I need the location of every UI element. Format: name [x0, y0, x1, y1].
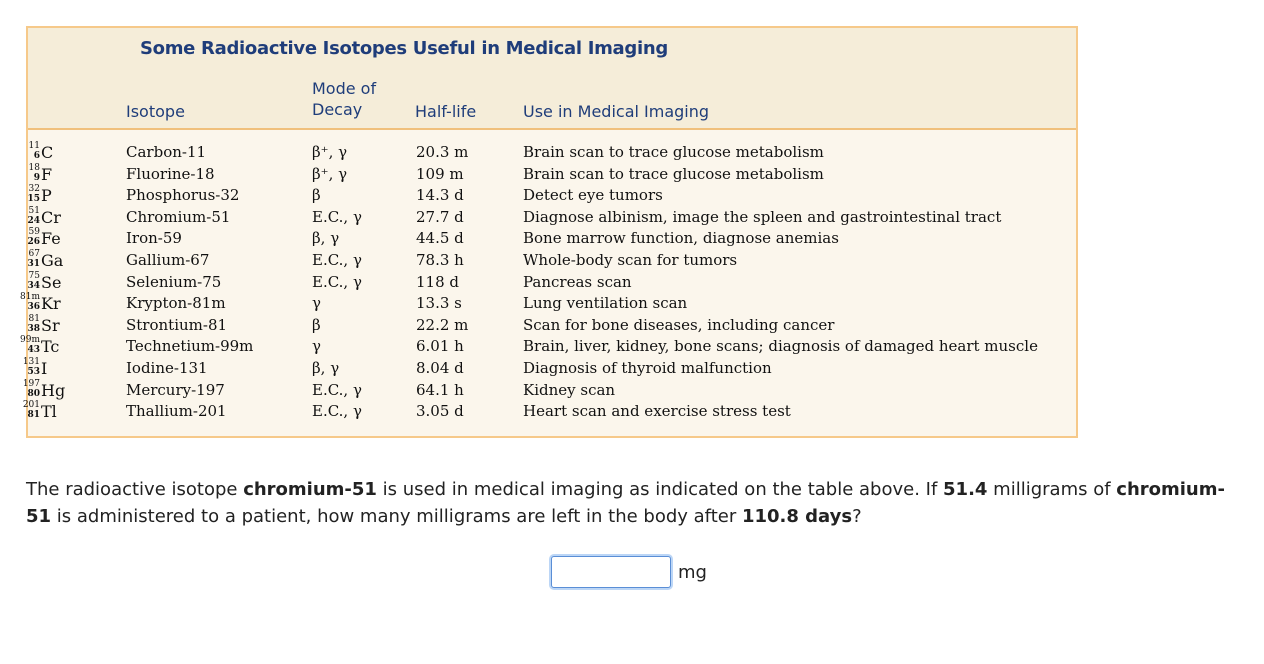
- answer-unit: mg: [678, 562, 707, 583]
- element-symbol: Sr: [41, 315, 60, 335]
- mass-number: 18: [28, 162, 40, 173]
- isotope-name: Phosphorus-32: [126, 186, 240, 205]
- atomic-number: 24: [27, 215, 40, 226]
- decay-mode: β: [312, 315, 321, 334]
- nuclide-numbers: [18, 250, 40, 270]
- table-row: [28, 228, 1076, 250]
- decay-mode: β⁺, γ: [312, 143, 348, 161]
- table-row: [28, 315, 1076, 337]
- half-life: 64.1 h: [416, 380, 464, 399]
- nuclide-numbers: [18, 164, 40, 184]
- element-symbol: Ga: [41, 251, 64, 270]
- element-symbol: Tc: [41, 337, 60, 357]
- nuclide-numbers: [18, 358, 40, 378]
- half-life: 20.3 m: [416, 143, 469, 161]
- mass-number: 131: [22, 357, 40, 367]
- decay-mode: β⁺, γ: [312, 164, 348, 183]
- header-mode: [312, 78, 376, 120]
- medical-use: Scan for bone diseases, including cancer: [523, 315, 835, 334]
- mass-number: 51: [28, 205, 40, 216]
- table-row: [28, 207, 1076, 229]
- medical-use: Heart scan and exercise stress test: [523, 402, 791, 421]
- decay-mode: E.C., γ: [312, 272, 362, 291]
- decay-mode: E.C., γ: [312, 402, 362, 421]
- table-row: [20, 335, 1076, 358]
- medical-use: Whole-body scan for tumors: [523, 251, 738, 269]
- header-mode-line1: Mode of: [312, 79, 377, 98]
- decay-mode: γ: [312, 337, 321, 356]
- isotope-name: Iodine-131: [126, 359, 208, 377]
- isotope-symbol: [18, 207, 98, 229]
- element-symbol: Kr: [41, 294, 61, 314]
- question-part: ?: [852, 506, 862, 527]
- question-part: is administered to a patient, how many milligrams are left in the body after: [51, 506, 742, 527]
- decay-mode: E.C., γ: [312, 380, 362, 399]
- isotope-name: Thallium-201: [126, 402, 227, 421]
- question-mass: 51.4: [943, 479, 988, 500]
- mass-number: 81m: [20, 292, 40, 303]
- question-part: is used in medical imaging as indicated on the table above. If: [376, 479, 944, 500]
- nuclide-numbers: [18, 315, 40, 335]
- mass-number: 197: [22, 378, 40, 389]
- table-row: [22, 357, 1076, 380]
- table-row: [22, 400, 1076, 423]
- isotope-symbol: [18, 336, 98, 358]
- question-part: milligrams of: [987, 479, 1117, 500]
- table-header: [28, 28, 1076, 130]
- half-life: 78.3 h: [416, 251, 464, 269]
- isotope-symbol: [18, 272, 98, 294]
- nuclide-numbers: [18, 401, 40, 421]
- question-isotope: chromium-51: [26, 479, 1225, 527]
- isotope-name: Gallium-67: [126, 251, 210, 269]
- isotope-symbol: [18, 164, 98, 186]
- medical-use: Pancreas scan: [523, 272, 632, 291]
- atomic-number: 34: [27, 280, 40, 291]
- nuclide-numbers: [18, 185, 40, 205]
- isotope-symbol: [18, 250, 98, 272]
- atomic-number: 53: [27, 367, 40, 377]
- decay-mode: E.C., γ: [312, 207, 362, 226]
- half-life: 44.5 d: [416, 229, 464, 248]
- question-isotope: chromium-51: [243, 479, 377, 500]
- question-part: The radioactive isotope: [26, 479, 244, 500]
- nuclide-numbers: [18, 380, 40, 400]
- isotope-name: Mercury-197: [126, 380, 225, 399]
- isotope-symbol: [18, 380, 98, 402]
- medical-use: Detect eye tumors: [523, 186, 663, 205]
- isotope-symbol: [18, 185, 98, 207]
- half-life: 118 d: [416, 272, 460, 291]
- medical-use: Diagnosis of thyroid malfunction: [523, 359, 772, 377]
- nuclide-numbers: [18, 207, 40, 227]
- atomic-number: 26: [27, 237, 40, 248]
- half-life: 8.04 d: [416, 359, 464, 377]
- table-row: [28, 250, 1076, 272]
- header-half-life: Half-life: [415, 102, 477, 121]
- element-symbol: Fe: [41, 229, 61, 249]
- half-life: 14.3 d: [416, 186, 464, 205]
- atomic-number: 43: [27, 345, 40, 356]
- half-life: 27.7 d: [416, 207, 464, 226]
- isotope-symbol: [18, 401, 98, 423]
- header-use: Use in Medical Imaging: [523, 102, 710, 121]
- atomic-number: 31: [27, 259, 40, 269]
- decay-mode: β: [312, 186, 321, 205]
- nuclide-numbers: [18, 336, 40, 356]
- medical-use: Brain scan to trace glucose metabolism: [523, 164, 824, 183]
- table-row: [28, 185, 1076, 207]
- element-symbol: Cr: [41, 207, 61, 227]
- mass-number: 32: [28, 184, 40, 195]
- table-row: [20, 292, 1076, 315]
- half-life: 13.3 s: [416, 294, 462, 313]
- isotope-name: Technetium-99m: [126, 337, 254, 356]
- element-symbol: C: [41, 143, 54, 162]
- element-symbol: Tl: [41, 402, 57, 422]
- table-row: [28, 272, 1076, 294]
- half-life: 6.01 h: [416, 337, 464, 356]
- mass-number: 99m: [20, 335, 40, 346]
- atomic-number: 81: [27, 410, 40, 421]
- table-row: [28, 142, 1076, 164]
- question-text: [26, 476, 1246, 530]
- atomic-number: 38: [27, 323, 40, 334]
- answer-input[interactable]: [551, 556, 671, 588]
- table-row: [22, 378, 1076, 402]
- half-life: 3.05 d: [416, 402, 464, 421]
- isotope-name: Selenium-75: [126, 272, 222, 291]
- table-title: Some Radioactive Isotopes Useful in Medical Imaging: [140, 38, 668, 59]
- mass-number: 11: [28, 141, 40, 151]
- element-symbol: I: [41, 359, 48, 378]
- isotope-symbol: [18, 358, 98, 380]
- mass-number: 201: [22, 400, 40, 411]
- isotope-symbol: [18, 293, 98, 315]
- nuclide-numbers: [18, 142, 40, 162]
- medical-use: Brain, liver, kidney, bone scans; diagnosis of damaged heart muscle: [523, 337, 1038, 356]
- nuclide-numbers: [18, 228, 40, 248]
- isotope-name: Fluorine-18: [126, 164, 215, 183]
- nuclide-numbers: [18, 272, 40, 292]
- header-mode-line2: Decay: [312, 100, 363, 119]
- medical-use: Brain scan to trace glucose metabolism: [523, 143, 824, 161]
- isotope-symbol: [18, 228, 98, 250]
- half-life: 22.2 m: [416, 315, 469, 334]
- header-isotope: Isotope: [126, 102, 185, 121]
- atomic-number: 9: [33, 172, 40, 183]
- atomic-number: 6: [33, 151, 40, 161]
- medical-use: Kidney scan: [523, 380, 616, 399]
- decay-mode: β, γ: [312, 229, 340, 248]
- medical-use: Diagnose albinism, image the spleen and gastrointestinal tract: [523, 207, 1002, 226]
- isotope-name: Carbon-11: [126, 143, 207, 161]
- mass-number: 67: [28, 249, 40, 259]
- element-symbol: Se: [41, 272, 62, 292]
- mass-number: 81: [28, 313, 40, 324]
- mass-number: 59: [28, 227, 40, 238]
- decay-mode: β, γ: [312, 359, 340, 377]
- decay-mode: γ: [312, 294, 321, 313]
- isotope-symbol: [18, 315, 98, 337]
- isotope-name: Strontium-81: [126, 315, 228, 334]
- isotope-name: Iron-59: [126, 229, 182, 248]
- mass-number: 75: [28, 270, 40, 281]
- isotope-symbol: [18, 142, 98, 164]
- question-time: 110.8 days: [741, 506, 853, 527]
- medical-use: Lung ventilation scan: [523, 294, 688, 313]
- element-symbol: P: [41, 186, 52, 206]
- isotope-name: Chromium-51: [126, 207, 231, 226]
- atomic-number: 15: [27, 194, 40, 205]
- table-row: [28, 164, 1076, 186]
- decay-mode: E.C., γ: [312, 251, 362, 269]
- element-symbol: Hg: [41, 380, 66, 400]
- half-life: 109 m: [416, 164, 464, 183]
- medical-use: Bone marrow function, diagnose anemias: [523, 229, 839, 248]
- nuclide-numbers: [18, 293, 40, 313]
- isotope-name: Krypton-81m: [126, 294, 226, 313]
- atomic-number: 36: [27, 302, 40, 313]
- isotope-table: [20, 26, 1078, 438]
- element-symbol: F: [41, 164, 53, 184]
- atomic-number: 80: [27, 388, 40, 399]
